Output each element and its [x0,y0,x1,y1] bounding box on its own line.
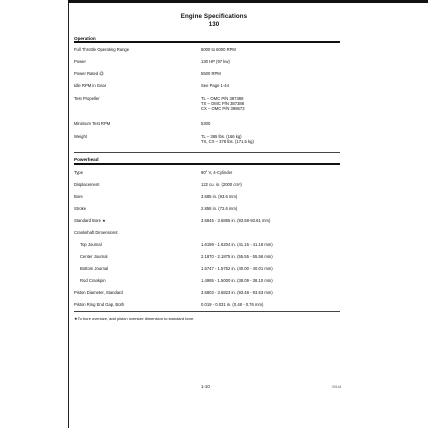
spec-label: Minimum Test RPM [74,121,111,126]
document-code: 00144 [332,385,342,389]
spec-label: Test Propeller [74,96,100,101]
page-number: 1-10 [201,384,210,389]
spec-label: Weight [74,134,87,139]
section-divider [74,152,340,153]
spec-label: Center Journal [80,254,108,259]
spec-label: Displacement [74,182,100,187]
spec-label: Bore [74,194,83,199]
spec-label: Full Throttle Operating Range [74,47,130,52]
spec-label: Crankshaft Dimensions: [74,230,119,235]
spec-label: Piston Diameter, Standard [74,290,123,295]
spec-label: Idle RPM in Gear [74,83,107,88]
spec-label: Stroke [74,206,87,211]
spec-label: Bottom Journal [80,266,109,271]
spec-label: Rod Crankpin [80,278,106,283]
spec-label: Top Journal [80,242,102,247]
page-top-border [68,0,428,3]
page-subtitle-model: 130 [208,21,220,28]
page-title: Engine Specifications [180,13,248,20]
spec-value: 2.858 in. (72.6 mm) [201,206,238,211]
spec-value: 5000 to 6000 RPM [201,47,236,52]
powerhead-heading: Powerhead [74,157,99,162]
footnote: ★To bore oversize, add piston oversize dimension to standard bore. [74,316,195,321]
spec-value: 2.1870 - 2.1875 in. (55.55 - 55.56 mm) [201,254,273,259]
spec-value: 5500 RPM [201,71,221,76]
spec-label: Piston Ring End Gap, Both [74,302,125,307]
spec-value: See Page 1-44 [201,83,229,88]
spec-value: TL – 365 lbs. (166 kg) TX, CX – 378 lbs. (171.5 kg) [201,134,254,144]
spec-value: 122 cu. in. (2000 cm³) [201,182,242,187]
spec-value: 1.5747 - 1.5752 in. (40.00 - 40.01 mm) [201,266,273,271]
powerhead-rule [74,163,340,165]
spec-value: 3.6803 - 3.6823 in. (93.48 - 93.53 mm) [201,290,273,295]
spec-label: Power [74,59,86,64]
section-divider [74,311,340,312]
spec-label: Power Rated @ [74,71,104,76]
spec-value: 130 HP (97 kw) [201,59,230,64]
spec-value: 1.4995 - 1.5000 in. (38.09 - 38.10 mm) [201,278,273,283]
spec-value: 5300 [201,121,211,126]
spec-label: Type [74,170,84,175]
spec-value: TL – OMC P/N 387388 TX – OMC P/N 387388 CX – OMC P/N 398673 [201,96,245,111]
spec-value: 3.6845 - 3.6855 in. (93.58-93.61 mm) [201,218,271,223]
spec-value: 1.6199 - 1.6204 in. (41.15 - 41.16 mm) [201,242,273,247]
operation-heading: Operation [74,36,96,41]
spec-value: 90° V, 4-Cylinder [201,170,233,175]
spec-value: 0.019 - 0.031 in. (0.48 - 0.76 mm) [201,302,264,307]
operation-rule [74,41,340,43]
spec-label: Standard Bore ★ [74,218,106,223]
page-left-border [68,0,69,428]
spec-value: 3.685 in. (93.6 mm) [201,194,238,199]
